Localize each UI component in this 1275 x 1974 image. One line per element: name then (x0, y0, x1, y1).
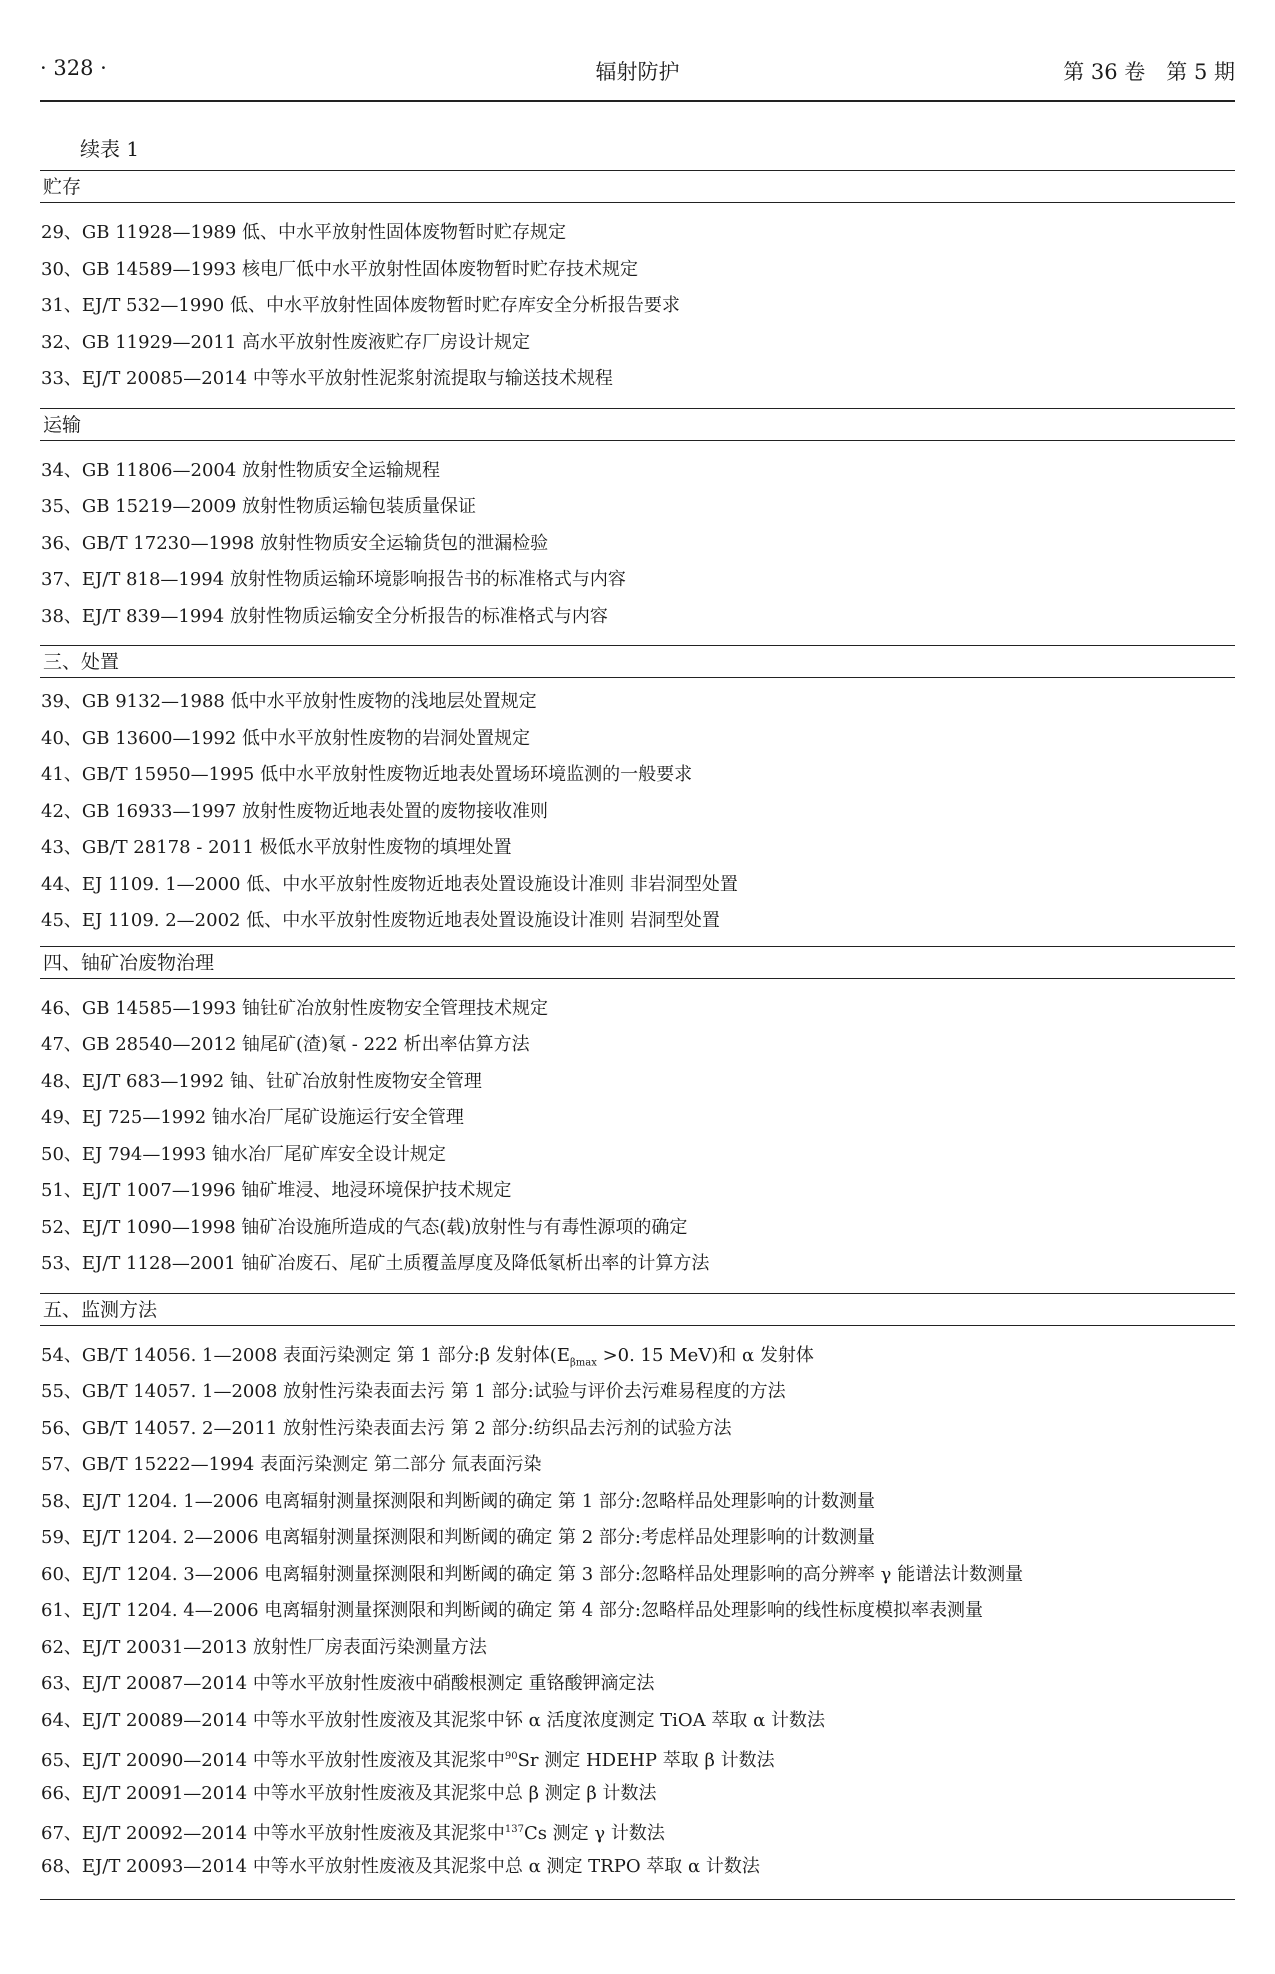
running-header (40, 56, 1235, 96)
standards-table (40, 170, 1235, 1900)
section-title: 运输 (40, 408, 1235, 441)
list-item: 36、GB/T 17230—1998 放射性物质安全运输货包的泄漏检验 (41, 532, 549, 554)
page-number: · 328 · (40, 56, 107, 80)
list-item: 47、GB 28540—2012 铀尾矿(渣)氡 - 222 析出率估算方法 (41, 1034, 530, 1055)
section-disposal (40, 645, 1235, 946)
list-item: 53、EJ/T 1128—2001 铀矿冶废石、尾矿土质覆盖厚度及降低氡析出率的计算方法 (41, 1253, 710, 1274)
list-item: 30、GB 14589—1993 核电厂低中水平放射性固体废物暂时贮存技术规定 (41, 258, 639, 280)
list-item: 61、EJ/T 1204. 4—2006 电离辐射测量探测限和判断阈的确定 第 4 部分:忽略样品处理影响的线性标度模拟率表测量 (41, 1600, 983, 1621)
section-monitoring (40, 1293, 1235, 1896)
list-item: 42、GB 16933—1997 放射性废物近地表处置的废物接收准则 (41, 800, 549, 822)
table-bottom-rule (40, 1899, 1235, 1900)
list-item: 66、EJ/T 20091—2014 中等水平放射性废液及其泥浆中总 β 测定 β 计数法 (41, 1782, 657, 1804)
list-item: 31、EJ/T 532—1990 低、中水平放射性固体废物暂时贮存库安全分析报告要求 (41, 295, 680, 316)
list-item: 65、EJ/T 20090—2014 中等水平放射性废液及其泥浆中$^{90}$Sr 测定 HDEHP 萃取 β 计数法 (41, 1750, 775, 1771)
list-item: 43、GB/T 28178 - 2011 极低水平放射性废物的填埋处置 (41, 837, 512, 858)
section-uranium-waste (40, 946, 1235, 1293)
list-item: 35、GB 15219—2009 放射性物质运输包装质量保证 (41, 496, 477, 517)
list-item: 46、GB 14585—1993 铀钍矿冶放射性废物安全管理技术规定 (41, 997, 549, 1019)
list-item: 34、GB 11806—2004 放射性物质安全运输规程 (41, 459, 441, 481)
table-caption: 续表 1 (80, 137, 140, 161)
list-item: 41、GB/T 15950—1995 低中水平放射性废物近地表处置场环境监测的一般要求 (41, 764, 693, 785)
section-storage (40, 170, 1235, 408)
list-item: 55、GB/T 14057. 1—2008 放射性污染表面去污 第 1 部分:试验与评价去污难易程度的方法 (41, 1381, 786, 1402)
list-item: 67、EJ/T 20092—2014 中等水平放射性废液及其泥浆中$^{137}$Cs 测定 γ 计数法 (41, 1823, 665, 1844)
list-item: 50、EJ 794—1993 铀水冶厂尾矿库安全设计规定 (41, 1143, 446, 1165)
section-title: 贮存 (40, 170, 1235, 203)
list-item: 38、EJ/T 839—1994 放射性物质运输安全分析报告的标准格式与内容 (41, 605, 608, 627)
list-item: 59、EJ/T 1204. 2—2006 电离辐射测量探测限和判断阈的确定 第 2 部分:考虑样品处理影响的计数测量 (41, 1527, 875, 1548)
list-item: 49、EJ 725—1992 铀水冶厂尾矿设施运行安全管理 (41, 1107, 464, 1128)
list-item: 33、EJ/T 20085—2014 中等水平放射性泥浆射流提取与输送技术规程 (41, 368, 613, 389)
list-item: 62、EJ/T 20031—2013 放射性厂房表面污染测量方法 (41, 1636, 487, 1658)
list-item: 44、EJ 1109. 1—2000 低、中水平放射性废物近地表处置设施设计准则 非岩洞型处置 (41, 873, 738, 895)
journal-title: 辐射防护 (595, 60, 680, 84)
list-item: 39、GB 9132—1988 低中水平放射性废物的浅地层处置规定 (41, 691, 537, 712)
list-item: 63、EJ/T 20087—2014 中等水平放射性废液中硝酸根测定 重铬酸钾滴定法 (41, 1673, 655, 1694)
list-item: 60、EJ/T 1204. 3—2006 电离辐射测量探测限和判断阈的确定 第 3 部分:忽略样品处理影响的高分辨率 γ 能谱法计数测量 (41, 1563, 1024, 1585)
list-item: 51、EJ/T 1007—1996 铀矿堆浸、地浸环境保护技术规定 (41, 1180, 512, 1201)
list-item: 52、EJ/T 1090—1998 铀矿冶设施所造成的气态(载)放射性与有毒性源项的确定 (41, 1216, 688, 1238)
list-item: 58、EJ/T 1204. 1—2006 电离辐射测量探测限和判断阈的确定 第 1 部分:忽略样品处理影响的计数测量 (41, 1490, 875, 1512)
section-title: 五、监测方法 (40, 1293, 1235, 1326)
list-item: 57、GB/T 15222—1994 表面污染测定 第二部分 氚表面污染 (41, 1454, 542, 1475)
list-item: 64、EJ/T 20089—2014 中等水平放射性废液及其泥浆中钚 α 活度浓度测定 TiOA 萃取 α 计数法 (41, 1709, 825, 1731)
list-item: 29、GB 11928—1989 低、中水平放射性固体废物暂时贮存规定 (41, 222, 567, 243)
list-item: 45、EJ 1109. 2—2002 低、中水平放射性废物近地表处置设施设计准则 岩洞型处置 (41, 910, 720, 931)
list-item: 40、GB 13600—1992 低中水平放射性废物的岩洞处置规定 (41, 727, 531, 749)
section-transport (40, 408, 1235, 646)
list-item: 37、EJ/T 818—1994 放射性物质运输环境影响报告书的标准格式与内容 (41, 569, 626, 590)
list-item: 68、EJ/T 20093—2014 中等水平放射性废液及其泥浆中总 α 测定 TRPO 萃取 α 计数法 (41, 1855, 760, 1877)
list-item: 56、GB/T 14057. 2—2011 放射性污染表面去污 第 2 部分:纺织品去污剂的试验方法 (41, 1417, 732, 1439)
section-title: 三、处置 (40, 645, 1235, 678)
volume-issue: 第 36 卷 第 5 期 (1063, 60, 1235, 84)
list-item: 54、GB/T 14056. 1—2008 表面污染测定 第 1 部分:β 发射体($E_{\beta max} >0$. 15 MeV)和 α 发射体 (41, 1344, 814, 1369)
list-item: 32、GB 11929—2011 高水平放射性废液贮存厂房设计规定 (41, 331, 531, 353)
header-rule (40, 100, 1235, 102)
list-item: 48、EJ/T 683—1992 铀、钍矿冶放射性废物安全管理 (41, 1070, 482, 1092)
section-title: 四、铀矿冶废物治理 (40, 946, 1235, 979)
